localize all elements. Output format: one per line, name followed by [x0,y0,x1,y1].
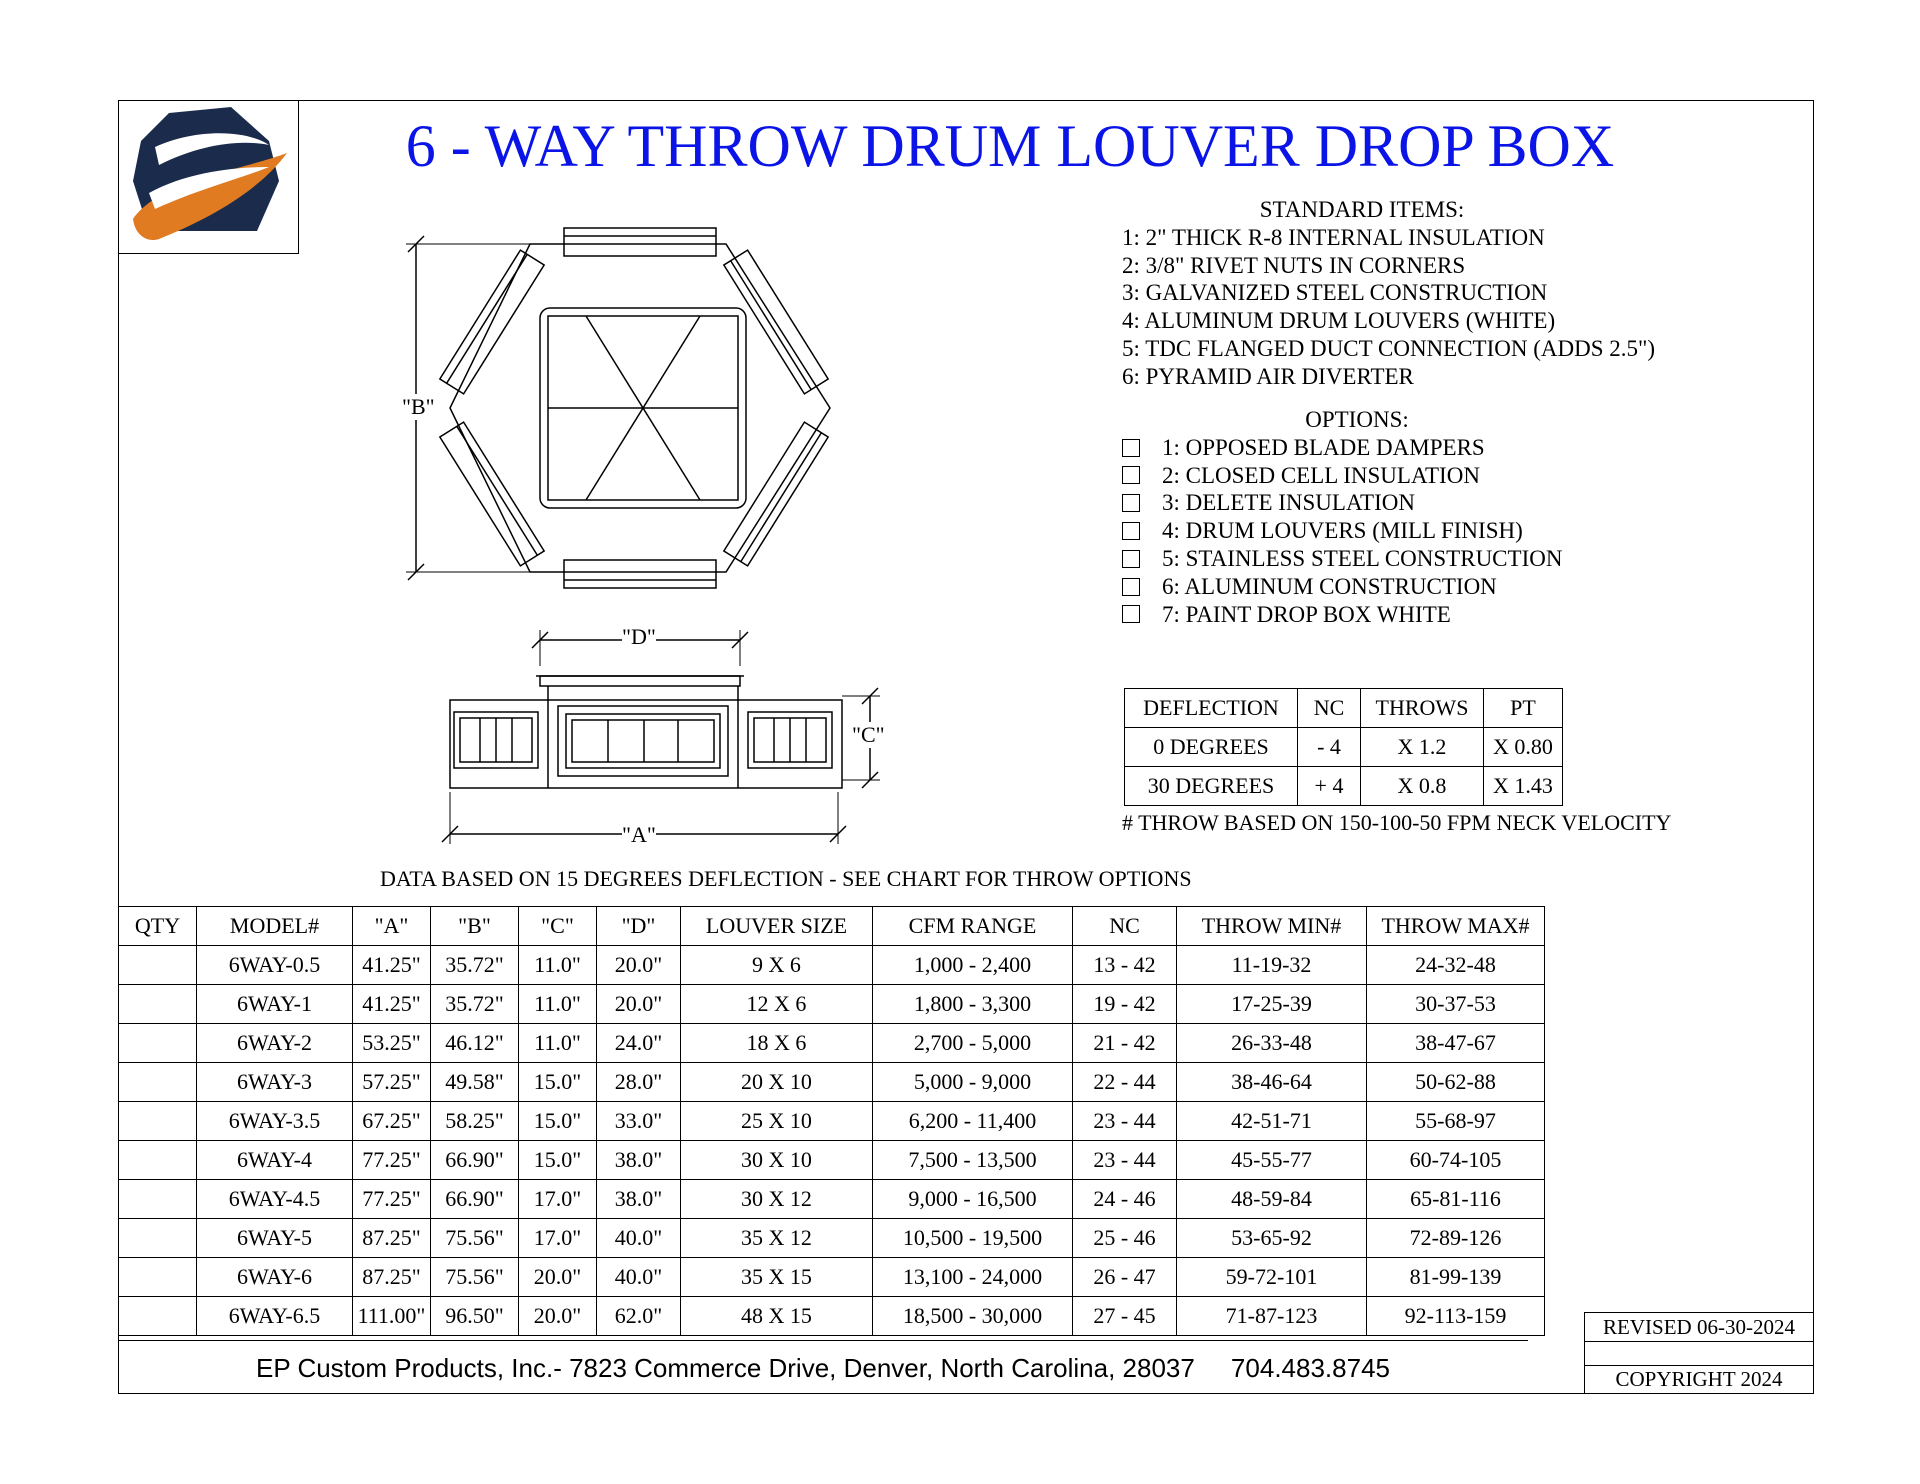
table-cell: 6WAY-3 [197,1063,353,1102]
table-cell: 38-46-64 [1177,1063,1367,1102]
table-cell: 87.25" [353,1258,431,1297]
table-header: "C" [519,907,597,946]
table-cell: 35.72" [431,985,519,1024]
table-cell: 13,100 - 24,000 [873,1258,1073,1297]
table-cell: 22 - 44 [1073,1063,1177,1102]
option-checkbox[interactable] [1122,494,1140,512]
table-cell: 9,000 - 16,500 [873,1180,1073,1219]
table-header: NC [1298,689,1361,728]
table-header-row [119,907,1545,946]
table-cell: 10,500 - 19,500 [873,1219,1073,1258]
revision-spacer [1584,1342,1814,1366]
table-cell: 18 X 6 [681,1024,873,1063]
table-cell: 2,700 - 5,000 [873,1024,1073,1063]
option-checkbox[interactable] [1122,466,1140,484]
option-label: 7: PAINT DROP BOX WHITE [1162,601,1451,627]
table-header: LOUVER SIZE [681,907,873,946]
table-cell: 13 - 42 [1073,946,1177,985]
table-cell: 15.0" [519,1141,597,1180]
table-cell: 41.25" [353,946,431,985]
table-cell: 38.0" [597,1180,681,1219]
table-cell: 1,800 - 3,300 [873,985,1073,1024]
table-cell: 6WAY-6 [197,1258,353,1297]
table-cell: 67.25" [353,1102,431,1141]
table-header: "A" [353,907,431,946]
table-cell: 18,500 - 30,000 [873,1297,1073,1336]
table-cell: 50-62-88 [1367,1063,1545,1102]
standard-item: 4: ALUMINUM DRUM LOUVERS (WHITE) [1122,308,1556,334]
table-row [1125,767,1563,806]
table-cell: 92-113-159 [1367,1297,1545,1336]
table-cell [119,946,197,985]
table-cell: 25 X 10 [681,1102,873,1141]
page-title: 6 - WAY THROW DRUM LOUVER DROP BOX [405,113,1615,179]
table-row [119,1180,1545,1219]
deflection-table [1124,688,1563,806]
table-cell: 30-37-53 [1367,985,1545,1024]
table-cell: 46.12" [431,1024,519,1063]
table-cell [119,1180,197,1219]
table-cell: 71-87-123 [1177,1297,1367,1336]
table-cell: 11.0" [519,1024,597,1063]
table-cell [119,1258,197,1297]
table-cell: 11.0" [519,946,597,985]
table-cell: 40.0" [597,1258,681,1297]
table-cell: 40.0" [597,1219,681,1258]
table-cell: 30 X 12 [681,1180,873,1219]
standard-items [1122,196,1655,391]
table-cell: 49.58" [431,1063,519,1102]
options-list [1122,406,1592,628]
table-header: QTY [119,907,197,946]
table-cell [119,1141,197,1180]
table-cell: 6WAY-3.5 [197,1102,353,1141]
standard-item: 6: PYRAMID AIR DIVERTER [1122,363,1414,389]
table-cell: 48-59-84 [1177,1180,1367,1219]
body-outline [450,700,842,788]
table-header: THROWS [1361,689,1484,728]
table-header: MODEL# [197,907,353,946]
dim-d-label: "D" [622,624,656,649]
louver-top [564,228,716,256]
table-row [119,1102,1545,1141]
table-cell [119,1297,197,1336]
table-cell: 28.0" [597,1063,681,1102]
table-cell: 35 X 15 [681,1258,873,1297]
data-note: DATA BASED ON 15 DEGREES DEFLECTION - SEE CHART FOR THROW OPTIONS [380,866,1192,891]
company-logo [118,100,299,254]
table-cell: 77.25" [353,1180,431,1219]
table-cell: + 4 [1298,767,1361,806]
table-cell: 25 - 46 [1073,1219,1177,1258]
table-cell: 1,000 - 2,400 [873,946,1073,985]
option-label: 2: CLOSED CELL INSULATION [1162,462,1480,488]
table-header: CFM RANGE [873,907,1073,946]
table-cell: 6,200 - 11,400 [873,1102,1073,1141]
table-cell: 55-68-97 [1367,1102,1545,1141]
table-cell: 62.0" [597,1297,681,1336]
table-cell: X 1.2 [1361,728,1484,767]
table-cell: 24.0" [597,1024,681,1063]
table-cell: 66.90" [431,1141,519,1180]
table-cell: X 0.80 [1484,728,1563,767]
option-item [1122,434,1592,462]
table-cell: 19 - 42 [1073,985,1177,1024]
table-cell: 23 - 44 [1073,1141,1177,1180]
table-header: DEFLECTION [1125,689,1298,728]
table-cell: 26 - 47 [1073,1258,1177,1297]
table-cell: 20.0" [519,1297,597,1336]
table-cell: 45-55-77 [1177,1141,1367,1180]
dim-c-label: "C" [852,722,885,747]
side-view-drawing [440,626,910,856]
table-row [119,1258,1545,1297]
option-label: 3: DELETE INSULATION [1162,490,1415,516]
table-cell: 9 X 6 [681,946,873,985]
louver-bottom [564,560,716,588]
logo-icon [119,101,297,252]
table-cell [119,1024,197,1063]
table-cell: 60-74-105 [1367,1141,1545,1180]
standard-items-heading: STANDARD ITEMS: [1259,197,1465,222]
table-cell: 6WAY-4 [197,1141,353,1180]
table-header: "D" [597,907,681,946]
deflection-header-row [1125,689,1563,728]
table-cell: 6WAY-0.5 [197,946,353,985]
table-cell: 17.0" [519,1180,597,1219]
table-cell: 7,500 - 13,500 [873,1141,1073,1180]
table-cell: X 1.43 [1484,767,1563,806]
table-cell: 15.0" [519,1102,597,1141]
table-cell: 33.0" [597,1102,681,1141]
dim-b-label: "B" [402,394,435,419]
revised-date: REVISED 06-30-2024 [1584,1312,1814,1342]
table-cell: 65-81-116 [1367,1180,1545,1219]
table-cell [119,985,197,1024]
table-cell: 11.0" [519,985,597,1024]
table-cell: 30 X 10 [681,1141,873,1180]
table-row [119,1297,1545,1336]
table-cell: 27 - 45 [1073,1297,1177,1336]
table-header: THROW MIN# [1177,907,1367,946]
table-cell: 35.72" [431,946,519,985]
footer-address [118,1340,1528,1395]
table-cell: 17.0" [519,1219,597,1258]
table-cell: 66.90" [431,1180,519,1219]
table-cell: 75.56" [431,1219,519,1258]
table-cell: 5,000 - 9,000 [873,1063,1073,1102]
option-item [1122,601,1592,629]
option-label: 1: OPPOSED BLADE DAMPERS [1162,434,1485,460]
table-cell: 20 X 10 [681,1063,873,1102]
option-label: 6: ALUMINUM CONSTRUCTION [1162,573,1497,599]
table-cell: 41.25" [353,985,431,1024]
table-cell: 6WAY-1 [197,985,353,1024]
options-heading: OPTIONS: [1305,407,1409,432]
table-cell: 21 - 42 [1073,1024,1177,1063]
option-label: 5: STAINLESS STEEL CONSTRUCTION [1162,545,1563,571]
table-cell: 53.25" [353,1024,431,1063]
table-cell: 111.00" [353,1297,431,1336]
option-item [1122,489,1592,517]
table-cell: 24 - 46 [1073,1180,1177,1219]
table-row [119,1063,1545,1102]
table-cell: 24-32-48 [1367,946,1545,985]
table-cell: 77.25" [353,1141,431,1180]
table-cell: 20.0" [597,946,681,985]
option-checkbox[interactable] [1122,522,1140,540]
table-cell: 23 - 44 [1073,1102,1177,1141]
table-cell: 0 DEGREES [1125,728,1298,767]
table-cell: 12 X 6 [681,985,873,1024]
model-table [118,906,1545,1336]
standard-item: 3: GALVANIZED STEEL CONSTRUCTION [1122,280,1548,306]
table-cell [119,1102,197,1141]
table-cell: 42-51-71 [1177,1102,1367,1141]
table-cell: 58.25" [431,1102,519,1141]
side-louver-center [558,706,728,776]
table-cell: 15.0" [519,1063,597,1102]
option-checkbox[interactable] [1122,439,1140,457]
table-cell: 57.25" [353,1063,431,1102]
table-cell [119,1063,197,1102]
table-cell: 35 X 12 [681,1219,873,1258]
option-item [1122,573,1592,601]
table-cell: 20.0" [597,985,681,1024]
table-row [119,946,1545,985]
table-header: NC [1073,907,1177,946]
table-cell: 6WAY-4.5 [197,1180,353,1219]
table-cell: 38-47-67 [1367,1024,1545,1063]
table-cell: 72-89-126 [1367,1219,1545,1258]
table-header: "B" [431,907,519,946]
table-row [119,1141,1545,1180]
standard-item: 1: 2" THICK R-8 INTERNAL INSULATION [1122,224,1545,250]
standard-item: 2: 3/8" RIVET NUTS IN CORNERS [1122,252,1466,278]
table-cell: 48 X 15 [681,1297,873,1336]
table-cell: - 4 [1298,728,1361,767]
table-cell: 75.56" [431,1258,519,1297]
option-item [1122,545,1592,573]
table-cell [119,1219,197,1258]
table-cell: 11-19-32 [1177,946,1367,985]
table-cell: 26-33-48 [1177,1024,1367,1063]
table-cell: 6WAY-2 [197,1024,353,1063]
table-cell: 30 DEGREES [1125,767,1298,806]
copyright: COPYRIGHT 2024 [1584,1366,1814,1394]
revision-block [1584,1312,1814,1394]
table-header: PT [1484,689,1563,728]
table-row [119,1024,1545,1063]
dim-a-label: "A" [622,822,656,847]
option-label: 4: DRUM LOUVERS (MILL FINISH) [1162,518,1523,544]
table-cell: 87.25" [353,1219,431,1258]
footer-text: EP Custom Products, Inc.- 7823 Commerce Drive, Denver, North Carolina, 28037 704.483.8745 [256,1352,1390,1383]
option-checkbox[interactable] [1122,605,1140,623]
table-row [119,1219,1545,1258]
table-cell: 38.0" [597,1141,681,1180]
table-row [1125,728,1563,767]
table-cell: 59-72-101 [1177,1258,1367,1297]
table-cell: 17-25-39 [1177,985,1367,1024]
table-cell: 81-99-139 [1367,1258,1545,1297]
option-checkbox[interactable] [1122,550,1140,568]
table-cell: 6WAY-6.5 [197,1297,353,1336]
table-cell: 6WAY-5 [197,1219,353,1258]
table-header: THROW MAX# [1367,907,1545,946]
standard-item: 5: TDC FLANGED DUCT CONNECTION (ADDS 2.5") [1122,335,1656,361]
table-row [119,985,1545,1024]
throw-note: # THROW BASED ON 150-100-50 FPM NECK VELOCITY [1122,810,1672,835]
table-cell: 53-65-92 [1177,1219,1367,1258]
option-item [1122,462,1592,490]
top-view-drawing [396,222,856,592]
table-cell: X 0.8 [1361,767,1484,806]
option-checkbox[interactable] [1122,578,1140,596]
table-cell: 96.50" [431,1297,519,1336]
table-cell: 20.0" [519,1258,597,1297]
option-item [1122,517,1592,545]
